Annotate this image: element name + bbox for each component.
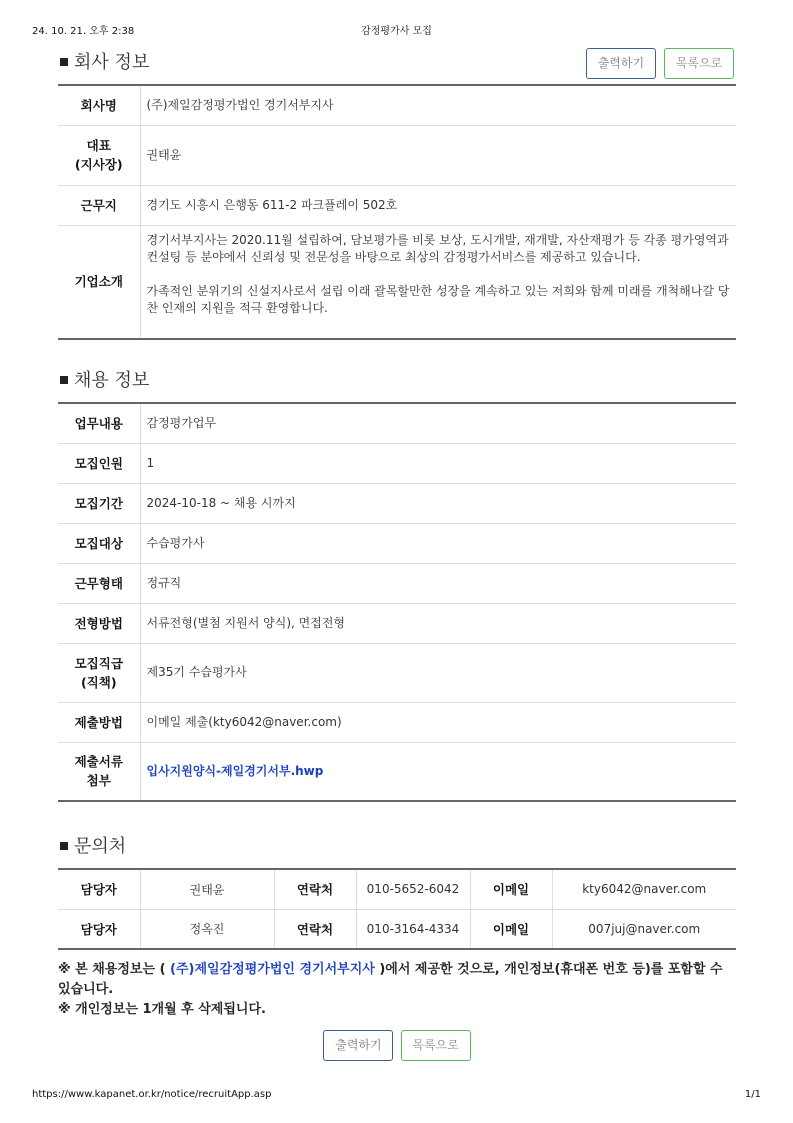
row-value: 감정평가업무 [140,403,736,443]
row-value: 이메일 제출(kty6042@naver.com) [140,702,736,742]
row-value: 수습평가사 [140,523,736,563]
contact-person-label: 담당자 [58,909,140,949]
square-bullet-icon [60,376,68,384]
row-label: 제출방법 [58,702,140,742]
row-label: 업무내용 [58,403,140,443]
company-info-table [58,84,736,340]
contact-email-label: 이메일 [470,869,552,909]
row-label: 제출서류 첨부 [58,742,140,801]
row-label: 모집직급 (직책) [58,643,140,702]
workplace-value: 경기도 시흥시 은행동 611-2 파크플레이 502호 [140,185,736,225]
table-row [58,483,736,523]
print-doc-title: 감정평가사 모집 [361,26,432,37]
row-label: 근무형태 [58,563,140,603]
table-row [58,443,736,483]
print-page-number: 1/1 [744,1089,761,1100]
contact-table [58,868,736,950]
row-value: 정규직 [140,563,736,603]
print-url: https://www.kapanet.or.kr/notice/recruitApp.asp [32,1089,272,1100]
row-value: 1 [140,443,736,483]
table-row [58,643,736,702]
print-button[interactable]: 출력하기 [586,48,656,79]
top-button-group [583,48,734,79]
company-section-header [58,44,736,84]
privacy-notice [58,960,736,1020]
table-row [58,909,736,949]
notice-prefix: ※ 본 채용정보는 ( [58,962,171,977]
company-intro-value [140,225,736,339]
table-row [58,403,736,443]
table-row [58,603,736,643]
contact-phone: 010-3164-4334 [356,909,470,949]
row-label: 대표 (지사장) [58,125,140,185]
row-label: 근무지 [58,185,140,225]
company-name-value: (주)제일감정평가법인 경기서부지사 [140,85,736,125]
notice-line-2: ※ 개인정보는 1개월 후 삭제됩니다. [58,1002,266,1017]
list-button[interactable]: 목록으로 [401,1030,471,1061]
row-label: 회사명 [58,85,140,125]
recruit-section-header [58,362,736,402]
contact-email-label: 이메일 [470,909,552,949]
table-row [58,85,736,125]
notice-line-1 [58,960,736,1000]
table-row [58,185,736,225]
contact-email: 007juj@naver.com [588,921,701,936]
intro-paragraph: 가족적인 분위기의 신설지사로서 설립 이래 괄목할만한 성장을 계속하고 있는 저희와 함께 미래를 개척해나갈 당찬 인재의 지원을 적극 환영합니다. [146,283,730,315]
table-row [58,702,736,742]
table-row [58,869,736,909]
row-label: 전형방법 [58,603,140,643]
row-label: 기업소개 [58,225,140,339]
attachment-file-link[interactable]: 입사지원양식-제일경기서부.hwp [146,763,324,778]
contact-email: kty6042@naver.com [552,869,736,909]
list-button[interactable]: 목록으로 [664,48,734,79]
bottom-button-group [58,1030,736,1061]
contact-name: 정옥진 [140,909,274,949]
contact-name: 권태윤 [140,869,274,909]
contact-section-title: 문의처 [74,836,127,857]
representative-value: 권태윤 [140,125,736,185]
recruit-section-title: 채용 정보 [74,370,150,391]
contact-person-label: 담당자 [58,869,140,909]
row-value: 제35기 수습평가사 [140,643,736,702]
row-value: 2024-10-18 ~ 채용 시까지 [140,483,736,523]
row-label: 모집기간 [58,483,140,523]
contact-section-header [58,828,736,868]
main-content [58,44,736,1061]
row-label: 모집대상 [58,523,140,563]
table-row [58,523,736,563]
table-row [58,125,736,185]
notice-company: (주)제일감정평가법인 경기서부지사 [170,962,375,977]
print-header [32,22,761,36]
row-label: 모집인원 [58,443,140,483]
table-row [58,563,736,603]
contact-phone-label: 연락처 [274,909,356,949]
print-footer [32,1089,761,1103]
table-row [58,225,736,339]
table-row [58,742,736,801]
square-bullet-icon [60,58,68,66]
square-bullet-icon [60,842,68,850]
intro-paragraph: 경기서부지사는 2020.11월 설립하여, 담보평가를 비롯 보상, 도시개발, 재개발, 자산재평가 등 각종 평가영역과 컨설팅 등 분야에서 신뢰성 및 전문성을 바탕으로 최상의 감정평가서비스를 제공하고 있습니다. [146,232,729,264]
contact-phone: 010-5652-6042 [356,869,470,909]
row-value: 서류전형(별첨 지원서 양식), 면접전형 [140,603,736,643]
print-button[interactable]: 출력하기 [323,1030,393,1061]
notice-suffix: )에서 제공한 것으로, 개인정보(휴대폰 번호 등)를 포함할 수 있습니다. [58,962,723,997]
recruit-info-table [58,402,736,802]
contact-phone-label: 연락처 [274,869,356,909]
company-section-title: 회사 정보 [74,52,150,73]
print-datetime: 24. 10. 21. 오후 2:38 [32,26,135,37]
attachment-cell [140,742,736,801]
